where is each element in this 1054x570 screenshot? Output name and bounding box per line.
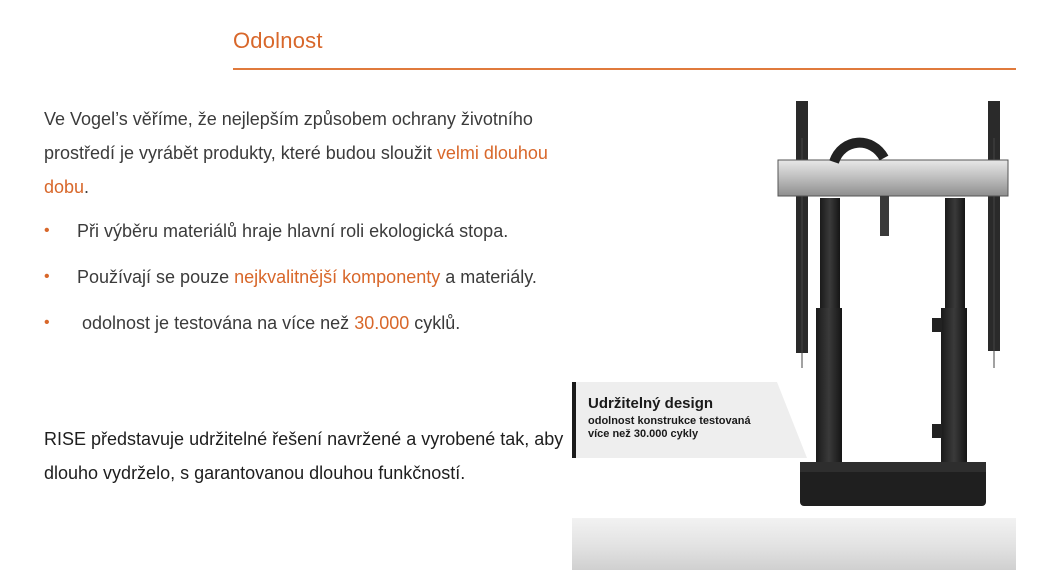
callout-line-1: odolnost konstrukce testovaná [588,415,751,427]
bullet-text-end: cyklů. [409,313,461,333]
section-title: Odolnost [233,28,323,53]
intro-paragraph [44,102,564,204]
bullet-text: Při výběru materiálů hraje hlavní roli ekologická stopa. [77,221,509,241]
bullet-item [44,214,564,248]
bullet-highlight: 30.000 [354,313,410,333]
closing-paragraph: RISE představuje udržitelné řešení navržené a vyrobené tak, aby dlouho vydrželo, s garantovanou dlouhou funkčností. [44,429,564,483]
bullet-text: odolnost je testována na více než [77,313,355,333]
bullet-dot-icon: • [44,314,50,331]
bullet-item [44,306,564,340]
bullet-text-end: a materiály. [440,267,537,287]
callout-line-2: více než 30.000 cykly [588,428,699,440]
bullet-item [44,260,564,294]
title-underline [233,68,1016,70]
bullet-dot-icon: • [44,268,50,285]
bullet-list [44,214,564,352]
intro-text: Ve Vogel’s věříme, že nejlepším způsobem ochrany životního prostředí je vyrábět produkty, které budou sloužit [44,109,533,163]
bullet-highlight: nejkvalitnější komponenty [234,267,441,287]
intro-highlight: velmi dlouhou dobu [44,143,548,197]
bullet-dot-icon: • [44,222,50,239]
product-image [572,98,1017,570]
intro-end: . [84,177,90,197]
callout-title: Udržitelný design [588,395,714,412]
callout-subtitle [588,415,788,441]
bullet-text: Používají se pouze [77,267,235,287]
